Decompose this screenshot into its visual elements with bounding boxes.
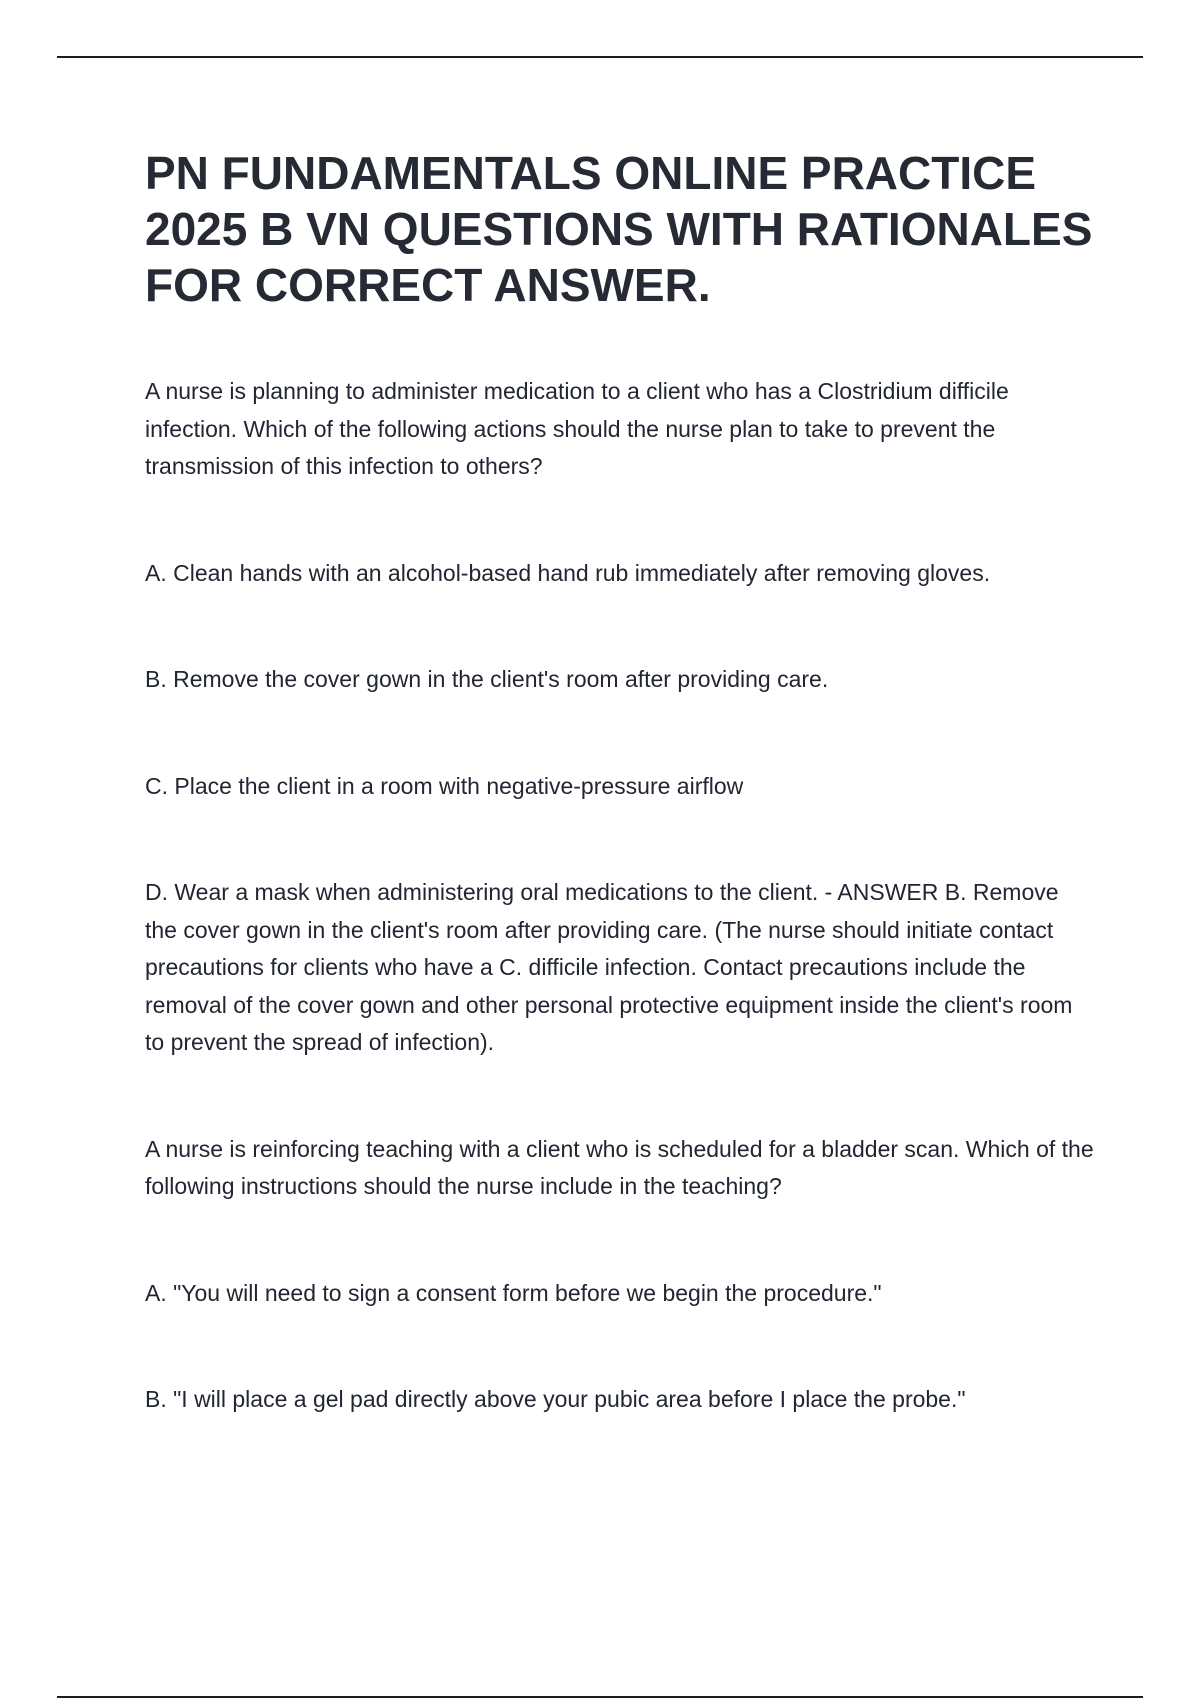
document-title: PN FUNDAMENTALS ONLINE PRACTICE 2025 B VN QUESTIONS WITH RATIONALES FOR CORRECT ANSWER. (145, 147, 1093, 311)
question-2-option-b: B. "I will place a gel pad directly above your pubic area before I place the probe." (145, 1386, 966, 1412)
question-2 (145, 1131, 1095, 1419)
top-rule (57, 56, 1143, 58)
question-1-option-d-with-answer: D. Wear a mask when administering oral medications to the client. - ANSWER B. Remove the cover gown in the client's room after providing care. (The nurse should initiate contact precautions for clients who have a C. difficile infection. Contact precautions include the removal of the cover gown and other personal protective equipment inside the client's room to prevent the spread of infection). (145, 879, 1073, 1055)
question-1-option-c: C. Place the client in a room with negative-pressure airflow (145, 772, 744, 799)
question-2-stem: A nurse is reinforcing teaching with a client who is scheduled for a bladder scan. Which of the following instructions should the nurse include in the teaching? (145, 1135, 1094, 1199)
document-body (145, 145, 1095, 1419)
bottom-rule (57, 1696, 1143, 1698)
question-1-option-a: A. Clean hands with an alcohol-based hand rub immediately after removing gloves. (145, 559, 991, 586)
question-1-stem: A nurse is planning to administer medication to a client who has a Clostridium difficile infection. Which of the following actions should the nurse plan to take to prevent the transmission of this infection to others? (145, 378, 1009, 479)
question-1 (145, 373, 1095, 1062)
question-2-option-a: A. "You will need to sign a consent form before we begin the procedure." (145, 1279, 882, 1306)
question-1-option-b: B. Remove the cover gown in the client's room after providing care. (145, 666, 829, 692)
